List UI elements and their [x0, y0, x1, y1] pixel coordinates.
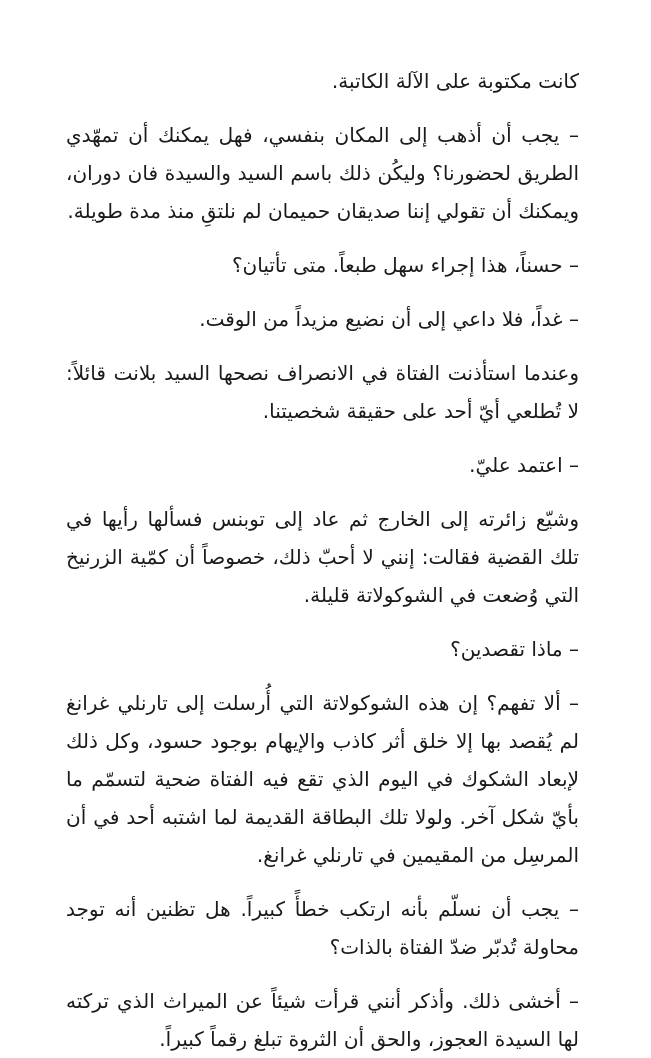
paragraph: – حسناً، هذا إجراء سهل طبعاً. متى تأتيان؟ [231, 253, 579, 277]
paragraph: – أخشى ذلك. وأذكر أنني قرأت شيئاً عن الميراث الذي تركته لها السيدة العجوز، والحق أن الثروة تبلغ رقماً كبيراً. [66, 989, 579, 1051]
paragraph: – غداً، فلا داعي إلى أن نضيع مزيداً من الوقت. [199, 307, 579, 331]
paragraph: – اعتمد عليّ. [469, 453, 579, 477]
paragraph: وعندما استأذنت الفتاة في الانصراف نصحها السيد بلانت قائلاً: لا تُطلعي أيّ أحد على حقيقة شخصيتنا. [66, 361, 579, 423]
paragraph: – ألا تفهم؟ إن هذه الشوكولاتة التي أُرسلت إلى تارنلي غرانغ لم يُقصد بها إلا خلق أثر كاذب والإيهام بوجود حسود، وكل ذلك لإبعاد الشكوك في اليوم الذي تقع فيه الفتاة ضحية لتسمّم ما بأيّ شكل آخر. ولولا تلك البطاقة القديمة لما اشتبه أحد في أن المرسِل من المقيمين في تارنلي غرانغ. [66, 691, 579, 867]
paragraph: – يجب أن نسلّم بأنه ارتكب خطأً كبيراً. هل تظنين أنه توجد محاولة تُدبّر ضدّ الفتاة بالذات؟ [66, 897, 579, 959]
paragraph: – ماذا تقصدين؟ [450, 637, 579, 661]
paragraph: وشيّع زائرته إلى الخارج ثم عاد إلى توبنس فسألها رأيها في تلك القضية فقالت: إنني لا أحبّ ذلك، خصوصاً أن كمّية الزرنيخ التي وُضعت في الشوكولاتة قليلة. [66, 507, 579, 607]
paragraph: كانت مكتوبة على الآلة الكاتبة. [331, 69, 579, 93]
paragraph: – يجب أن أذهب إلى المكان بنفسي، فهل يمكنك أن تمهّدي الطريق لحضورنا؟ وليكُن ذلك باسم السيد والسيدة فان دوران، ويمكنك أن تقولي إننا صديقان حميمان لم نلتقِ منذ مدة طويلة. [66, 123, 579, 223]
